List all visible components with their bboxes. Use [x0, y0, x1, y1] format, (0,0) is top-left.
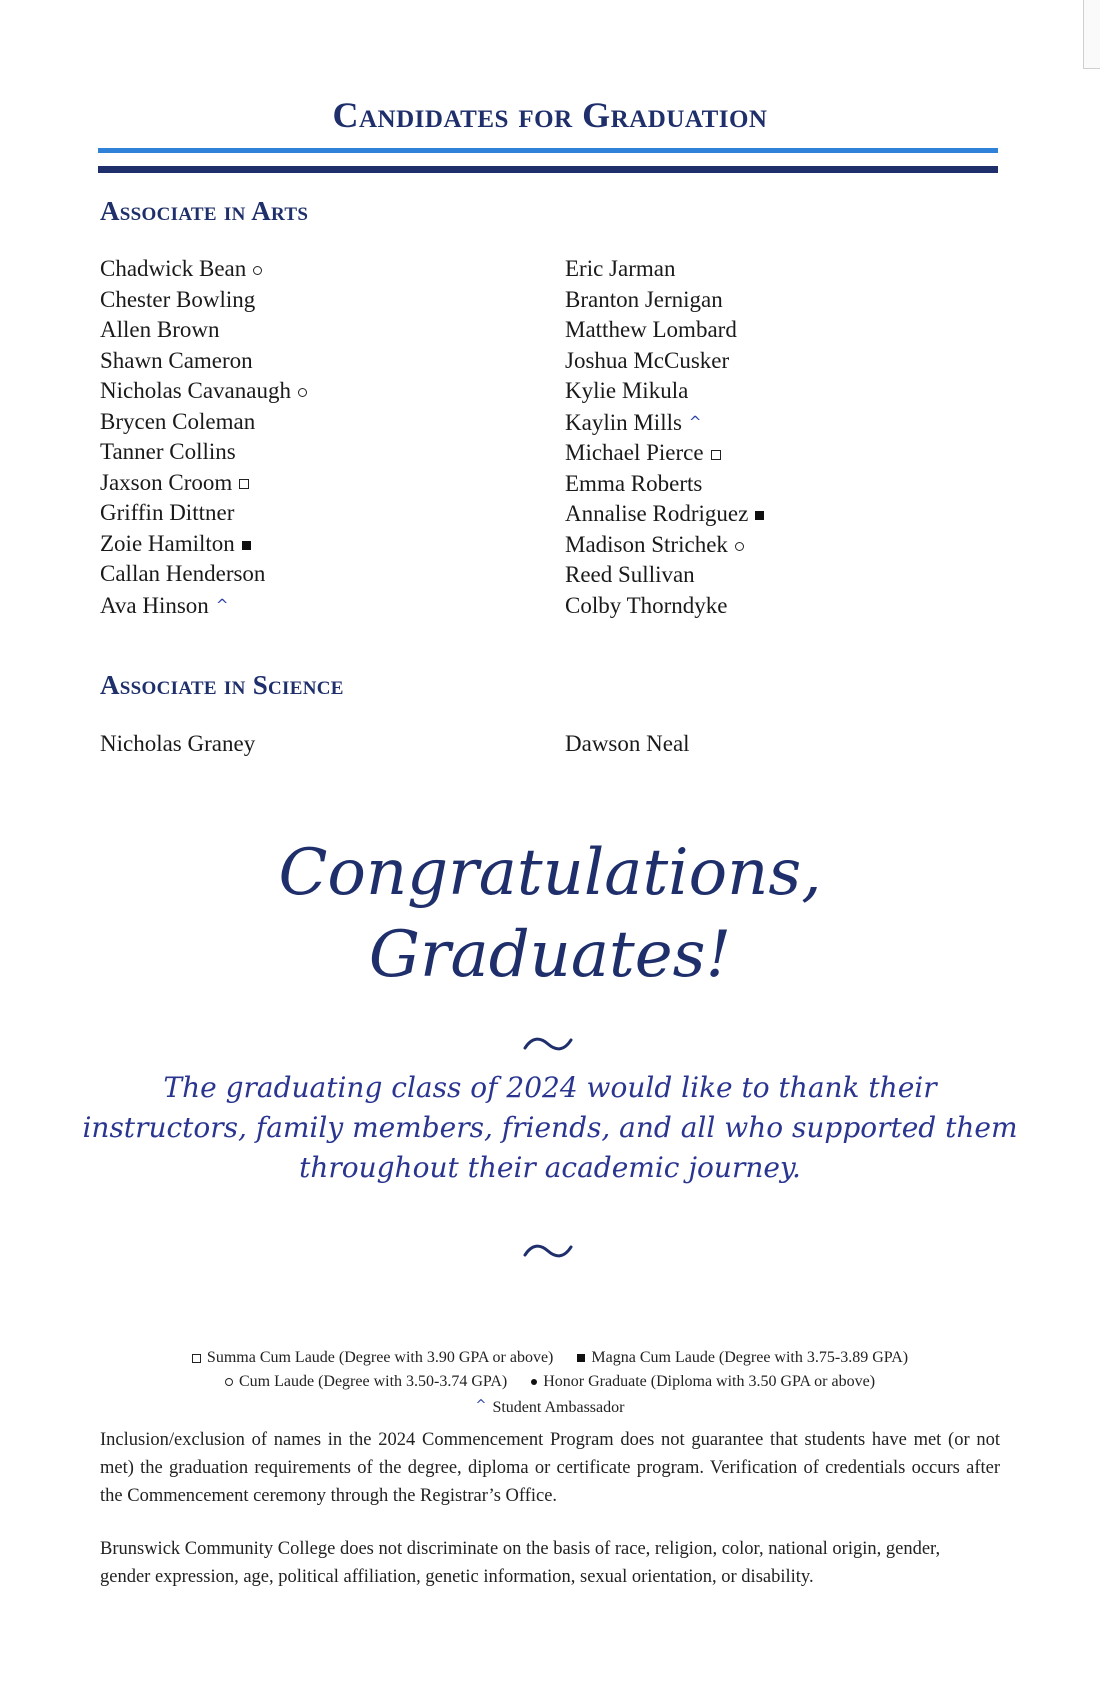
graduate-name [565, 346, 764, 377]
graduate-name [100, 315, 307, 346]
honor-graduate-icon [531, 1379, 537, 1385]
graduate-name-text: Allen Brown [100, 317, 220, 342]
graduate-name-text: Joshua McCusker [565, 347, 730, 373]
section-heading-associate-science: Associate in Science [100, 670, 344, 700]
graduate-name [100, 254, 307, 285]
credentials-disclaimer: Inclusion/exclusion of names in the 2024 Commencement Program does not guarantee that students have met (or not met) the graduation requirements of the degree, diploma or certificate program. Verification of credentials occurs after the Commencement ceremony through the Registrar’s Office. [100, 1430, 1000, 1506]
arts-names-left [100, 254, 307, 621]
graduate-name-text: Branton Jernigan [565, 286, 723, 312]
page-title: Candidates for Graduation [332, 95, 768, 135]
graduate-name [100, 346, 307, 377]
graduate-name-text: Brycen Coleman [100, 408, 256, 434]
graduate-name-text: Madison Strichek [565, 531, 728, 557]
graduate-name-text: Dawson Neal [565, 731, 690, 756]
legend-item-cum [225, 1373, 507, 1390]
student-ambassador-icon: ^ [688, 412, 702, 431]
congratulations-line-1: Congratulations, [278, 836, 822, 910]
summa-cum-laude-icon [711, 450, 721, 460]
graduate-name-text: Chadwick Bean [100, 256, 247, 281]
graduate-name [100, 468, 307, 499]
graduate-name [100, 590, 307, 622]
science-names-left [100, 729, 255, 760]
graduate-name [565, 591, 764, 622]
legend-label: Student Ambassador [492, 1399, 625, 1416]
graduate-name [565, 729, 690, 760]
graduate-name-text: Nicholas Graney [100, 731, 256, 756]
cum-laude-icon [225, 1378, 233, 1386]
graduate-name-text: Annalise Rodriguez [565, 501, 749, 526]
science-names-right [565, 729, 690, 760]
title-rule-dark [98, 166, 998, 173]
legend-item-summa [192, 1349, 553, 1366]
graduate-name [100, 498, 307, 529]
legend-label: Cum Laude (Degree with 3.50-3.74 GPA) [238, 1373, 508, 1390]
magna-cum-laude-icon [755, 511, 764, 520]
graduate-name-text: Zoie Hamilton [100, 530, 235, 556]
graduate-name-text: Reed Sullivan [565, 562, 695, 587]
summa-cum-laude-icon [239, 479, 249, 489]
graduate-name-text: Emma Roberts [565, 470, 703, 496]
graduate-name-text: Nicholas Cavanaugh [100, 378, 291, 403]
legend-row [0, 1346, 1100, 1370]
magna-cum-laude-icon [577, 1354, 585, 1362]
title-rule-light [98, 148, 998, 153]
legend-label: Honor Graduate (Diploma with 3.50 GPA or above) [543, 1373, 876, 1390]
graduate-name-text: Callan Henderson [100, 561, 266, 586]
page-edge-tab [1083, 0, 1100, 69]
graduate-name [100, 376, 307, 407]
swash-ornament-icon [522, 1242, 574, 1260]
nondiscrimination-statement: Brunswick Community College does not discriminate on the basis of race, religion, color, national origin, gender, gender expression, age, political affiliation, genetic information, sexual orientation, or disability. [100, 1539, 941, 1587]
cum-laude-icon [298, 388, 307, 397]
graduate-name-text: Ava Hinson [100, 592, 209, 618]
legend-item-magna [577, 1349, 908, 1366]
graduate-name-text: Kaylin Mills [565, 409, 682, 435]
student-ambassador-icon: ^ [215, 595, 229, 614]
congratulations-heading [0, 832, 1100, 996]
graduate-name [565, 530, 764, 561]
graduate-name [565, 285, 764, 316]
graduate-name-text: Jaxson Croom [100, 469, 233, 495]
graduate-name-text: Tanner Collins [100, 439, 236, 464]
legend-label: Magna Cum Laude (Degree with 3.75-3.89 GPA) [591, 1349, 909, 1366]
graduate-name-text: Griffin Dittner [100, 500, 235, 525]
graduate-name-text: Shawn Cameron [100, 347, 253, 373]
legend-item-ambassador [476, 1399, 625, 1416]
cum-laude-icon [253, 266, 262, 275]
graduate-name [565, 438, 764, 469]
legend-row [0, 1394, 1100, 1420]
summa-cum-laude-icon [192, 1354, 201, 1363]
graduate-name [565, 560, 764, 591]
graduate-name [100, 559, 307, 590]
swash-ornament-icon [522, 1035, 574, 1053]
honors-legend [0, 1346, 1100, 1420]
section-heading-associate-arts: Associate in Arts [100, 196, 309, 226]
cum-laude-icon [735, 542, 744, 551]
graduate-name-text: Matthew Lombard [565, 317, 737, 342]
legend-row [0, 1370, 1100, 1394]
graduate-name [100, 285, 307, 316]
graduate-name [565, 407, 764, 439]
thank-you-message: The graduating class of 2024 would like to thank their instructors, family members, friends, and all who supported them throughout their academic journey. [82, 1071, 1018, 1184]
graduate-name [565, 254, 764, 285]
graduate-name [100, 407, 307, 438]
graduate-name [100, 729, 255, 760]
graduate-name-text: Michael Pierce [565, 440, 704, 465]
graduate-name-text: Kylie Mikula [565, 378, 689, 403]
graduate-name-text: Eric Jarman [565, 256, 676, 281]
graduate-name [100, 529, 307, 560]
arts-names-right [565, 254, 764, 621]
graduate-name [100, 437, 307, 468]
student-ambassador-icon: ^ [475, 1398, 487, 1413]
graduate-name [565, 469, 764, 500]
legend-label: Summa Cum Laude (Degree with 3.90 GPA or above) [206, 1349, 554, 1366]
legend-item-honor [531, 1373, 875, 1390]
magna-cum-laude-icon [242, 541, 251, 550]
graduate-name [565, 376, 764, 407]
graduate-name [565, 499, 764, 530]
graduate-name [565, 315, 764, 346]
graduate-name-text: Colby Thorndyke [565, 592, 728, 618]
graduate-name-text: Chester Bowling [100, 286, 256, 312]
congratulations-line-2: Graduates! [368, 918, 732, 992]
